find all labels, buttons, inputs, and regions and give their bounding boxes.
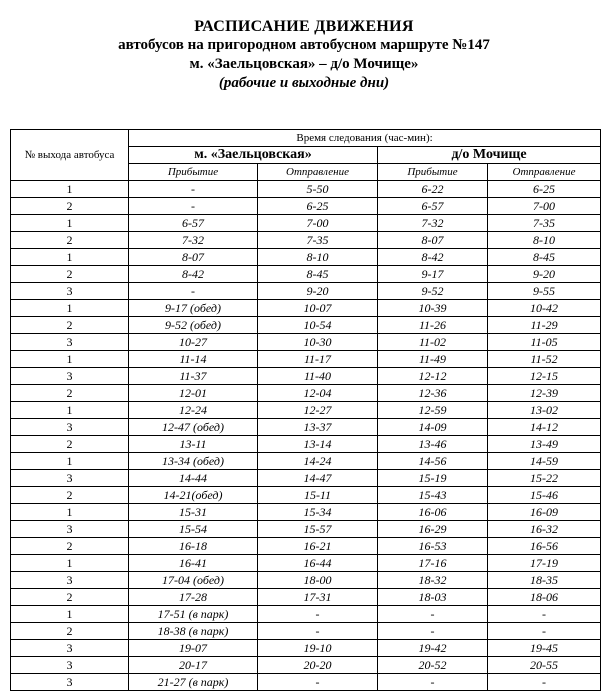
schedule-body xyxy=(11,181,601,691)
stop-b-departure-cell: 15-46 xyxy=(488,487,601,504)
stop-a-departure-header: Отправление xyxy=(258,164,378,181)
stop-a-departure-cell: 11-17 xyxy=(258,351,378,368)
stop-b-arrival-cell: 10-39 xyxy=(378,300,488,317)
stop-b-arrival-cell: 15-43 xyxy=(378,487,488,504)
stop-a-arrival-cell: 15-31 xyxy=(129,504,258,521)
stop-a-departure-cell: 6-25 xyxy=(258,198,378,215)
stop-b-departure-cell: 7-35 xyxy=(488,215,601,232)
stop-a-arrival-cell: 12-01 xyxy=(129,385,258,402)
stop-b-arrival-cell: 18-32 xyxy=(378,572,488,589)
stop-b-header: д/о Мочище xyxy=(378,147,601,164)
stop-b-arrival-cell: 8-07 xyxy=(378,232,488,249)
stop-a-departure-cell: 10-07 xyxy=(258,300,378,317)
stop-b-departure-cell: 10-42 xyxy=(488,300,601,317)
stop-b-arrival-cell: 7-32 xyxy=(378,215,488,232)
exit-number-cell: 2 xyxy=(11,538,129,555)
stop-a-arrival-cell: 8-07 xyxy=(129,249,258,266)
stop-a-arrival-cell: 14-21(обед) xyxy=(129,487,258,504)
exit-number-cell: 3 xyxy=(11,334,129,351)
stop-b-arrival-cell: 18-03 xyxy=(378,589,488,606)
stop-a-departure-cell: 15-57 xyxy=(258,521,378,538)
stop-a-arrival-cell: 13-11 xyxy=(129,436,258,453)
stop-b-departure-cell: 11-29 xyxy=(488,317,601,334)
schedule-title: РАСПИСАНИЕ ДВИЖЕНИЯ xyxy=(194,18,414,35)
stop-a-arrival-cell: - xyxy=(129,198,258,215)
exit-number-cell: 3 xyxy=(11,674,129,691)
exit-number-cell: 3 xyxy=(11,470,129,487)
stop-a-arrival-cell: 8-42 xyxy=(129,266,258,283)
exit-number-cell: 3 xyxy=(11,283,129,300)
stop-a-departure-cell: 15-11 xyxy=(258,487,378,504)
stop-a-arrival-cell: 17-04 (обед) xyxy=(129,572,258,589)
exit-number-cell: 2 xyxy=(11,589,129,606)
stop-a-departure-cell: 10-54 xyxy=(258,317,378,334)
table-row xyxy=(11,606,601,623)
stop-b-arrival-cell: 14-09 xyxy=(378,419,488,436)
stop-a-departure-cell: 16-21 xyxy=(258,538,378,555)
stop-a-arrival-cell: 11-14 xyxy=(129,351,258,368)
stop-b-arrival-cell: 20-52 xyxy=(378,657,488,674)
stop-b-departure-cell: - xyxy=(488,623,601,640)
exit-number-cell: 1 xyxy=(11,300,129,317)
stop-b-arrival-cell: 11-26 xyxy=(378,317,488,334)
table-row xyxy=(11,215,601,232)
stop-b-arrival-cell: 15-19 xyxy=(378,470,488,487)
stop-a-arrival-cell: 12-47 (обед) xyxy=(129,419,258,436)
stop-b-arrival-cell: 14-56 xyxy=(378,453,488,470)
stop-b-departure-cell: 8-10 xyxy=(488,232,601,249)
stop-a-departure-cell: 13-14 xyxy=(258,436,378,453)
stop-a-arrival-cell: 15-54 xyxy=(129,521,258,538)
stop-b-arrival-cell: 11-02 xyxy=(378,334,488,351)
table-row xyxy=(11,572,601,589)
stop-a-departure-cell: 14-24 xyxy=(258,453,378,470)
stop-a-arrival-header: Прибытие xyxy=(129,164,258,181)
exit-number-cell: 1 xyxy=(11,504,129,521)
stop-b-departure-cell: 18-35 xyxy=(488,572,601,589)
stop-b-arrival-cell: 9-17 xyxy=(378,266,488,283)
table-row xyxy=(11,198,601,215)
table-row xyxy=(11,351,601,368)
exit-number-cell: 2 xyxy=(11,623,129,640)
stop-a-departure-cell: 16-44 xyxy=(258,555,378,572)
stop-b-arrival-cell: 19-42 xyxy=(378,640,488,657)
stop-b-departure-cell: 16-09 xyxy=(488,504,601,521)
exit-number-cell: 2 xyxy=(11,198,129,215)
exit-number-cell: 3 xyxy=(11,572,129,589)
stop-a-departure-cell: 9-20 xyxy=(258,283,378,300)
stop-a-departure-cell: 13-37 xyxy=(258,419,378,436)
stop-a-arrival-cell: 14-44 xyxy=(129,470,258,487)
stop-a-arrival-cell: 10-27 xyxy=(129,334,258,351)
stop-b-departure-cell: 11-05 xyxy=(488,334,601,351)
stop-a-departure-cell: - xyxy=(258,606,378,623)
table-row xyxy=(11,419,601,436)
stop-a-departure-cell: 7-00 xyxy=(258,215,378,232)
stop-a-arrival-cell: 17-28 xyxy=(129,589,258,606)
exit-number-cell: 2 xyxy=(11,487,129,504)
travel-time-header: Время следования (час-мин): xyxy=(129,130,601,147)
stop-a-arrival-cell: 18-38 (в парк) xyxy=(129,623,258,640)
stop-b-departure-cell: 14-12 xyxy=(488,419,601,436)
stop-b-departure-cell: - xyxy=(488,674,601,691)
table-row xyxy=(11,249,601,266)
stop-a-arrival-cell: 16-41 xyxy=(129,555,258,572)
stop-a-departure-cell: 11-40 xyxy=(258,368,378,385)
table-row xyxy=(11,589,601,606)
route-name: м. «Заельцовская» – д/о Мочище» xyxy=(189,56,419,72)
stop-a-departure-cell: 19-10 xyxy=(258,640,378,657)
stop-b-arrival-header: Прибытие xyxy=(378,164,488,181)
table-row xyxy=(11,283,601,300)
table-row xyxy=(11,487,601,504)
exit-number-cell: 3 xyxy=(11,368,129,385)
stop-a-departure-cell: 14-47 xyxy=(258,470,378,487)
exit-number-cell: 3 xyxy=(11,640,129,657)
exit-number-cell: 1 xyxy=(11,606,129,623)
stop-b-departure-cell: 12-39 xyxy=(488,385,601,402)
stop-a-arrival-cell: 7-32 xyxy=(129,232,258,249)
stop-a-departure-cell: 18-00 xyxy=(258,572,378,589)
stop-a-arrival-cell: 9-52 (обед) xyxy=(129,317,258,334)
exit-number-cell: 1 xyxy=(11,351,129,368)
stop-b-arrival-cell: 6-22 xyxy=(378,181,488,198)
stop-b-departure-cell: 7-00 xyxy=(488,198,601,215)
stop-b-departure-cell: 18-06 xyxy=(488,589,601,606)
table-row xyxy=(11,402,601,419)
stop-b-departure-cell: 13-02 xyxy=(488,402,601,419)
exit-number-cell: 2 xyxy=(11,385,129,402)
stop-b-arrival-cell: 16-06 xyxy=(378,504,488,521)
stop-a-departure-cell: 5-50 xyxy=(258,181,378,198)
exit-number-cell: 3 xyxy=(11,657,129,674)
stop-b-arrival-cell: 9-52 xyxy=(378,283,488,300)
stop-a-departure-cell: 15-34 xyxy=(258,504,378,521)
exit-number-header: № выхода автобуса xyxy=(11,130,129,181)
table-row xyxy=(11,181,601,198)
exit-number-cell: 1 xyxy=(11,249,129,266)
stop-a-departure-cell: 8-45 xyxy=(258,266,378,283)
stop-a-departure-cell: - xyxy=(258,674,378,691)
stop-a-arrival-cell: - xyxy=(129,283,258,300)
table-row xyxy=(11,317,601,334)
stop-b-arrival-cell: 6-57 xyxy=(378,198,488,215)
stop-b-arrival-cell: 16-53 xyxy=(378,538,488,555)
stop-a-arrival-cell: - xyxy=(129,181,258,198)
table-row xyxy=(11,521,601,538)
stop-b-departure-cell: 9-20 xyxy=(488,266,601,283)
stop-b-arrival-cell: 17-16 xyxy=(378,555,488,572)
stop-b-departure-cell: 12-15 xyxy=(488,368,601,385)
stop-b-departure-cell: 13-49 xyxy=(488,436,601,453)
table-row xyxy=(11,657,601,674)
exit-number-cell: 1 xyxy=(11,402,129,419)
exit-number-cell: 2 xyxy=(11,232,129,249)
stop-a-arrival-cell: 9-17 (обед) xyxy=(129,300,258,317)
exit-number-cell: 1 xyxy=(11,453,129,470)
stop-b-arrival-cell: 11-49 xyxy=(378,351,488,368)
stop-b-arrival-cell: 12-59 xyxy=(378,402,488,419)
schedule-subtitle: автобусов на пригородном автобусном маршруте №147 xyxy=(118,37,490,53)
stop-a-departure-cell: 17-31 xyxy=(258,589,378,606)
stop-a-arrival-cell: 6-57 xyxy=(129,215,258,232)
exit-number-cell: 1 xyxy=(11,181,129,198)
days-note: (рабочие и выходные дни) xyxy=(218,75,390,91)
stop-b-departure-cell: - xyxy=(488,606,601,623)
stop-a-arrival-cell: 17-51 (в парк) xyxy=(129,606,258,623)
stop-a-arrival-cell: 13-34 (обед) xyxy=(129,453,258,470)
stop-a-arrival-cell: 11-37 xyxy=(129,368,258,385)
stop-b-departure-cell: 11-52 xyxy=(488,351,601,368)
table-row xyxy=(11,436,601,453)
stop-b-arrival-cell: 8-42 xyxy=(378,249,488,266)
stop-b-departure-cell: 20-55 xyxy=(488,657,601,674)
stop-a-departure-cell: 10-30 xyxy=(258,334,378,351)
stop-b-arrival-cell: - xyxy=(378,606,488,623)
table-row xyxy=(11,538,601,555)
table-row xyxy=(11,232,601,249)
stop-a-departure-cell: 12-04 xyxy=(258,385,378,402)
exit-number-cell: 3 xyxy=(11,521,129,538)
stop-b-departure-cell: 6-25 xyxy=(488,181,601,198)
exit-number-cell: 2 xyxy=(11,266,129,283)
stop-b-arrival-cell: 12-12 xyxy=(378,368,488,385)
table-row xyxy=(11,504,601,521)
stop-b-arrival-cell: - xyxy=(378,674,488,691)
stop-a-header: м. «Заельцовская» xyxy=(129,147,378,164)
stop-a-arrival-cell: 12-24 xyxy=(129,402,258,419)
stop-b-departure-header: Отправление xyxy=(488,164,601,181)
stop-b-departure-cell: 16-32 xyxy=(488,521,601,538)
stop-a-arrival-cell: 21-27 (в парк) xyxy=(129,674,258,691)
exit-number-cell: 1 xyxy=(11,555,129,572)
stop-b-departure-cell: 9-55 xyxy=(488,283,601,300)
stop-a-arrival-cell: 16-18 xyxy=(129,538,258,555)
stop-a-arrival-cell: 20-17 xyxy=(129,657,258,674)
stop-b-arrival-cell: 12-36 xyxy=(378,385,488,402)
table-row xyxy=(11,334,601,351)
table-row xyxy=(11,640,601,657)
table-row xyxy=(11,453,601,470)
stop-b-departure-cell: 14-59 xyxy=(488,453,601,470)
stop-a-departure-cell: 8-10 xyxy=(258,249,378,266)
stop-a-departure-cell: 20-20 xyxy=(258,657,378,674)
table-row xyxy=(11,470,601,487)
stop-b-arrival-cell: - xyxy=(378,623,488,640)
table-row xyxy=(11,266,601,283)
stop-a-departure-cell: 12-27 xyxy=(258,402,378,419)
stop-b-departure-cell: 19-45 xyxy=(488,640,601,657)
stop-b-arrival-cell: 13-46 xyxy=(378,436,488,453)
exit-number-cell: 2 xyxy=(11,436,129,453)
stop-b-departure-cell: 16-56 xyxy=(488,538,601,555)
stop-b-departure-cell: 15-22 xyxy=(488,470,601,487)
table-row xyxy=(11,555,601,572)
table-row xyxy=(11,674,601,691)
exit-number-cell: 3 xyxy=(11,419,129,436)
stop-a-arrival-cell: 19-07 xyxy=(129,640,258,657)
exit-number-cell: 2 xyxy=(11,317,129,334)
table-row xyxy=(11,385,601,402)
stop-b-departure-cell: 17-19 xyxy=(488,555,601,572)
exit-number-cell: 1 xyxy=(11,215,129,232)
table-row xyxy=(11,368,601,385)
table-row xyxy=(11,300,601,317)
stop-b-departure-cell: 8-45 xyxy=(488,249,601,266)
stop-a-departure-cell: 7-35 xyxy=(258,232,378,249)
schedule-table xyxy=(10,129,601,691)
stop-a-departure-cell: - xyxy=(258,623,378,640)
stop-b-arrival-cell: 16-29 xyxy=(378,521,488,538)
table-row xyxy=(11,623,601,640)
